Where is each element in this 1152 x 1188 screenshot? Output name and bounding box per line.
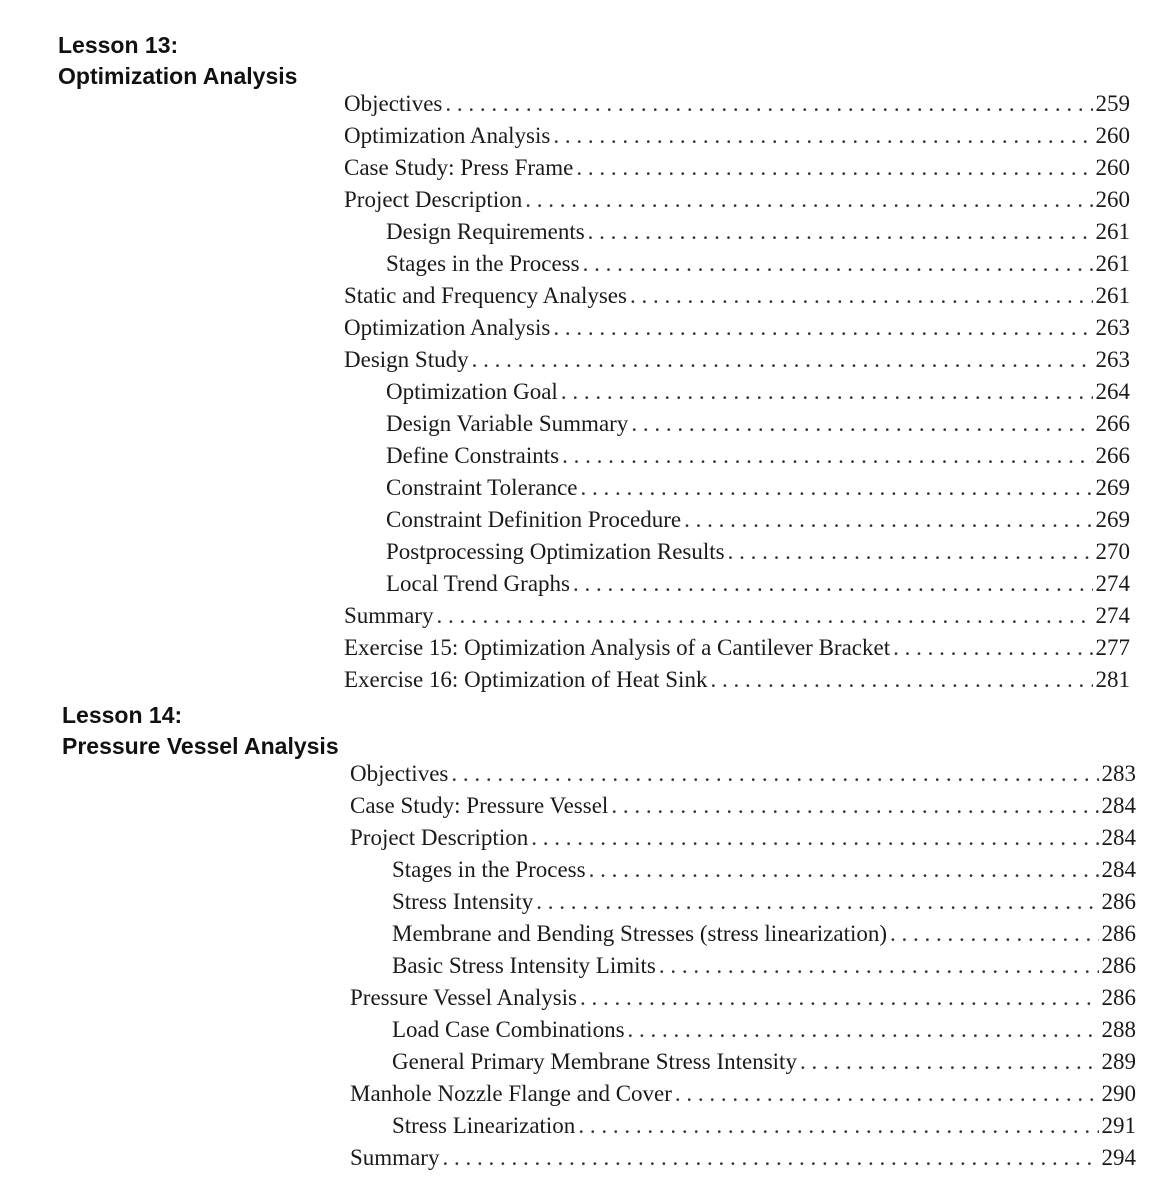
dot-leader bbox=[684, 504, 1092, 536]
toc-entry-label: Exercise 16: Optimization of Heat Sink bbox=[344, 667, 708, 692]
toc-entry-page-number: 264 bbox=[1095, 379, 1130, 404]
toc-entry[interactable] bbox=[344, 184, 1130, 216]
lesson-14-heading bbox=[62, 700, 339, 762]
toc-entry-page-number: 291 bbox=[1101, 1113, 1136, 1138]
toc-entry-label: Membrane and Bending Stresses (stress linearization) bbox=[392, 921, 888, 946]
toc-entry-label: Summary bbox=[350, 1145, 440, 1170]
toc-entry[interactable] bbox=[344, 632, 1130, 664]
toc-entry[interactable] bbox=[344, 248, 1130, 280]
dot-leader bbox=[800, 1046, 1099, 1078]
dot-leader bbox=[890, 918, 1098, 950]
toc-entry-page-number: 277 bbox=[1095, 635, 1130, 660]
toc-entry-label: Stages in the Process bbox=[386, 251, 580, 276]
toc-entry-label: Objectives bbox=[344, 91, 443, 116]
toc-entry-page-number: 284 bbox=[1101, 825, 1136, 850]
toc-entry-page-number: 266 bbox=[1095, 411, 1130, 436]
toc-entry-label: Define Constraints bbox=[386, 443, 560, 468]
dot-leader bbox=[710, 664, 1092, 696]
toc-entry-page-number: 274 bbox=[1095, 603, 1130, 628]
toc-entry-label: Optimization Analysis bbox=[344, 315, 551, 340]
toc-entry-label: Constraint Definition Procedure bbox=[386, 507, 682, 532]
dot-leader bbox=[580, 982, 1098, 1014]
toc-entry-label: Project Description bbox=[350, 825, 529, 850]
toc-entry[interactable] bbox=[350, 886, 1136, 918]
dot-leader bbox=[436, 600, 1092, 632]
toc-entry[interactable] bbox=[344, 472, 1130, 504]
dot-leader bbox=[588, 216, 1093, 248]
toc-entry-label: Optimization Goal bbox=[386, 379, 558, 404]
toc-entry-label: Manhole Nozzle Flange and Cover bbox=[350, 1081, 672, 1106]
dot-leader bbox=[583, 248, 1093, 280]
toc-entry-page-number: 260 bbox=[1095, 123, 1130, 148]
dot-leader bbox=[675, 1078, 1099, 1110]
toc-entry-page-number: 261 bbox=[1095, 219, 1130, 244]
toc-entry[interactable] bbox=[350, 1142, 1136, 1174]
toc-entry[interactable] bbox=[344, 88, 1130, 120]
toc-entry-page-number: 260 bbox=[1095, 187, 1130, 212]
toc-entry[interactable] bbox=[344, 408, 1130, 440]
toc-entry-label: Summary bbox=[344, 603, 434, 628]
toc-entry[interactable] bbox=[344, 120, 1130, 152]
toc-entry[interactable] bbox=[344, 664, 1130, 696]
lesson-title: Pressure Vessel Analysis bbox=[62, 733, 339, 759]
toc-entry[interactable] bbox=[344, 568, 1130, 600]
toc-lesson-14 bbox=[350, 758, 1136, 1174]
toc-entry-label: Design Variable Summary bbox=[386, 411, 629, 436]
toc-entry[interactable] bbox=[350, 918, 1136, 950]
toc-entry[interactable] bbox=[350, 790, 1136, 822]
toc-entry[interactable] bbox=[350, 982, 1136, 1014]
dot-leader bbox=[445, 88, 1092, 120]
toc-entry-page-number: 266 bbox=[1095, 443, 1130, 468]
toc-entry-label: Basic Stress Intensity Limits bbox=[392, 953, 656, 978]
dot-leader bbox=[553, 120, 1092, 152]
dot-leader bbox=[531, 822, 1098, 854]
toc-entry-page-number: 259 bbox=[1095, 91, 1130, 116]
toc-entry[interactable] bbox=[350, 1014, 1136, 1046]
toc-entry-page-number: 261 bbox=[1095, 283, 1130, 308]
toc-entry-page-number: 260 bbox=[1095, 155, 1130, 180]
toc-entry-page-number: 283 bbox=[1101, 761, 1136, 786]
toc-entry-page-number: 284 bbox=[1101, 857, 1136, 882]
toc-entry-label: Static and Frequency Analyses bbox=[344, 283, 627, 308]
toc-entry-page-number: 281 bbox=[1095, 667, 1130, 692]
toc-entry[interactable] bbox=[344, 216, 1130, 248]
dot-leader bbox=[578, 1110, 1098, 1142]
toc-entry-label: Stress Intensity bbox=[392, 889, 534, 914]
toc-entry[interactable] bbox=[344, 600, 1130, 632]
toc-entry[interactable] bbox=[350, 1078, 1136, 1110]
toc-entry-label: Optimization Analysis bbox=[344, 123, 551, 148]
dot-leader bbox=[659, 950, 1099, 982]
toc-entry[interactable] bbox=[344, 536, 1130, 568]
lesson-number: Lesson 13: bbox=[58, 32, 179, 58]
toc-entry-label: Objectives bbox=[350, 761, 449, 786]
toc-entry-page-number: 284 bbox=[1101, 793, 1136, 818]
dot-leader bbox=[562, 440, 1092, 472]
toc-entry[interactable] bbox=[350, 1110, 1136, 1142]
toc-entry-label: Postprocessing Optimization Results bbox=[386, 539, 725, 564]
dot-leader bbox=[630, 280, 1093, 312]
toc-entry-page-number: 269 bbox=[1095, 507, 1130, 532]
dot-leader bbox=[472, 344, 1093, 376]
toc-entry-label: Constraint Tolerance bbox=[386, 475, 578, 500]
dot-leader bbox=[611, 790, 1098, 822]
dot-leader bbox=[553, 312, 1092, 344]
toc-lesson-13 bbox=[344, 88, 1130, 696]
toc-entry[interactable] bbox=[350, 950, 1136, 982]
toc-entry-page-number: 269 bbox=[1095, 475, 1130, 500]
toc-entry[interactable] bbox=[350, 1046, 1136, 1078]
toc-entry-page-number: 289 bbox=[1101, 1049, 1136, 1074]
toc-entry-page-number: 274 bbox=[1095, 571, 1130, 596]
dot-leader bbox=[525, 184, 1092, 216]
toc-entry-page-number: 288 bbox=[1101, 1017, 1136, 1042]
toc-entry-label: General Primary Membrane Stress Intensity bbox=[392, 1049, 797, 1074]
dot-leader bbox=[893, 632, 1092, 664]
toc-entry[interactable] bbox=[350, 822, 1136, 854]
toc-entry[interactable] bbox=[344, 376, 1130, 408]
toc-entry-page-number: 294 bbox=[1101, 1145, 1136, 1170]
toc-entry[interactable] bbox=[344, 312, 1130, 344]
toc-entry-label: Project Description bbox=[344, 187, 523, 212]
toc-entry-label: Stress Linearization bbox=[392, 1113, 576, 1138]
toc-entry[interactable] bbox=[350, 758, 1136, 790]
toc-entry-page-number: 263 bbox=[1095, 347, 1130, 372]
lesson-13-heading bbox=[58, 30, 297, 92]
toc-entry-label: Design Study bbox=[344, 347, 469, 372]
dot-leader bbox=[631, 408, 1092, 440]
toc-entry[interactable] bbox=[344, 440, 1130, 472]
toc-entry-label: Case Study: Pressure Vessel bbox=[350, 793, 609, 818]
toc-entry[interactable] bbox=[344, 152, 1130, 184]
toc-entry-label: Pressure Vessel Analysis bbox=[350, 985, 578, 1010]
dot-leader bbox=[628, 1014, 1099, 1046]
dot-leader bbox=[451, 758, 1098, 790]
toc-entry-label: Design Requirements bbox=[386, 219, 585, 244]
toc-entry-label: Local Trend Graphs bbox=[386, 571, 570, 596]
dot-leader bbox=[728, 536, 1093, 568]
dot-leader bbox=[576, 152, 1092, 184]
dot-leader bbox=[442, 1142, 1098, 1174]
toc-entry-label: Case Study: Press Frame bbox=[344, 155, 574, 180]
toc-entry[interactable] bbox=[350, 854, 1136, 886]
dot-leader bbox=[589, 854, 1099, 886]
lesson-title: Optimization Analysis bbox=[58, 63, 298, 89]
lesson-number: Lesson 14: bbox=[62, 702, 183, 728]
dot-leader bbox=[561, 376, 1093, 408]
toc-entry[interactable] bbox=[344, 504, 1130, 536]
toc-entry-page-number: 270 bbox=[1095, 539, 1130, 564]
dot-leader bbox=[573, 568, 1093, 600]
toc-entry-page-number: 290 bbox=[1101, 1081, 1136, 1106]
toc-entry-page-number: 286 bbox=[1101, 953, 1136, 978]
toc-entry-label: Stages in the Process bbox=[392, 857, 586, 882]
toc-entry-page-number: 286 bbox=[1101, 921, 1136, 946]
toc-entry-page-number: 286 bbox=[1101, 889, 1136, 914]
toc-entry-label: Load Case Combinations bbox=[392, 1017, 625, 1042]
toc-entry-label: Exercise 15: Optimization Analysis of a Cantilever Bracket bbox=[344, 635, 891, 660]
dot-leader bbox=[536, 886, 1098, 918]
toc-entry-page-number: 261 bbox=[1095, 251, 1130, 276]
toc-entry-page-number: 263 bbox=[1095, 315, 1130, 340]
toc-entry[interactable] bbox=[344, 344, 1130, 376]
toc-entry-page-number: 286 bbox=[1101, 985, 1136, 1010]
dot-leader bbox=[581, 472, 1093, 504]
toc-entry[interactable] bbox=[344, 280, 1130, 312]
